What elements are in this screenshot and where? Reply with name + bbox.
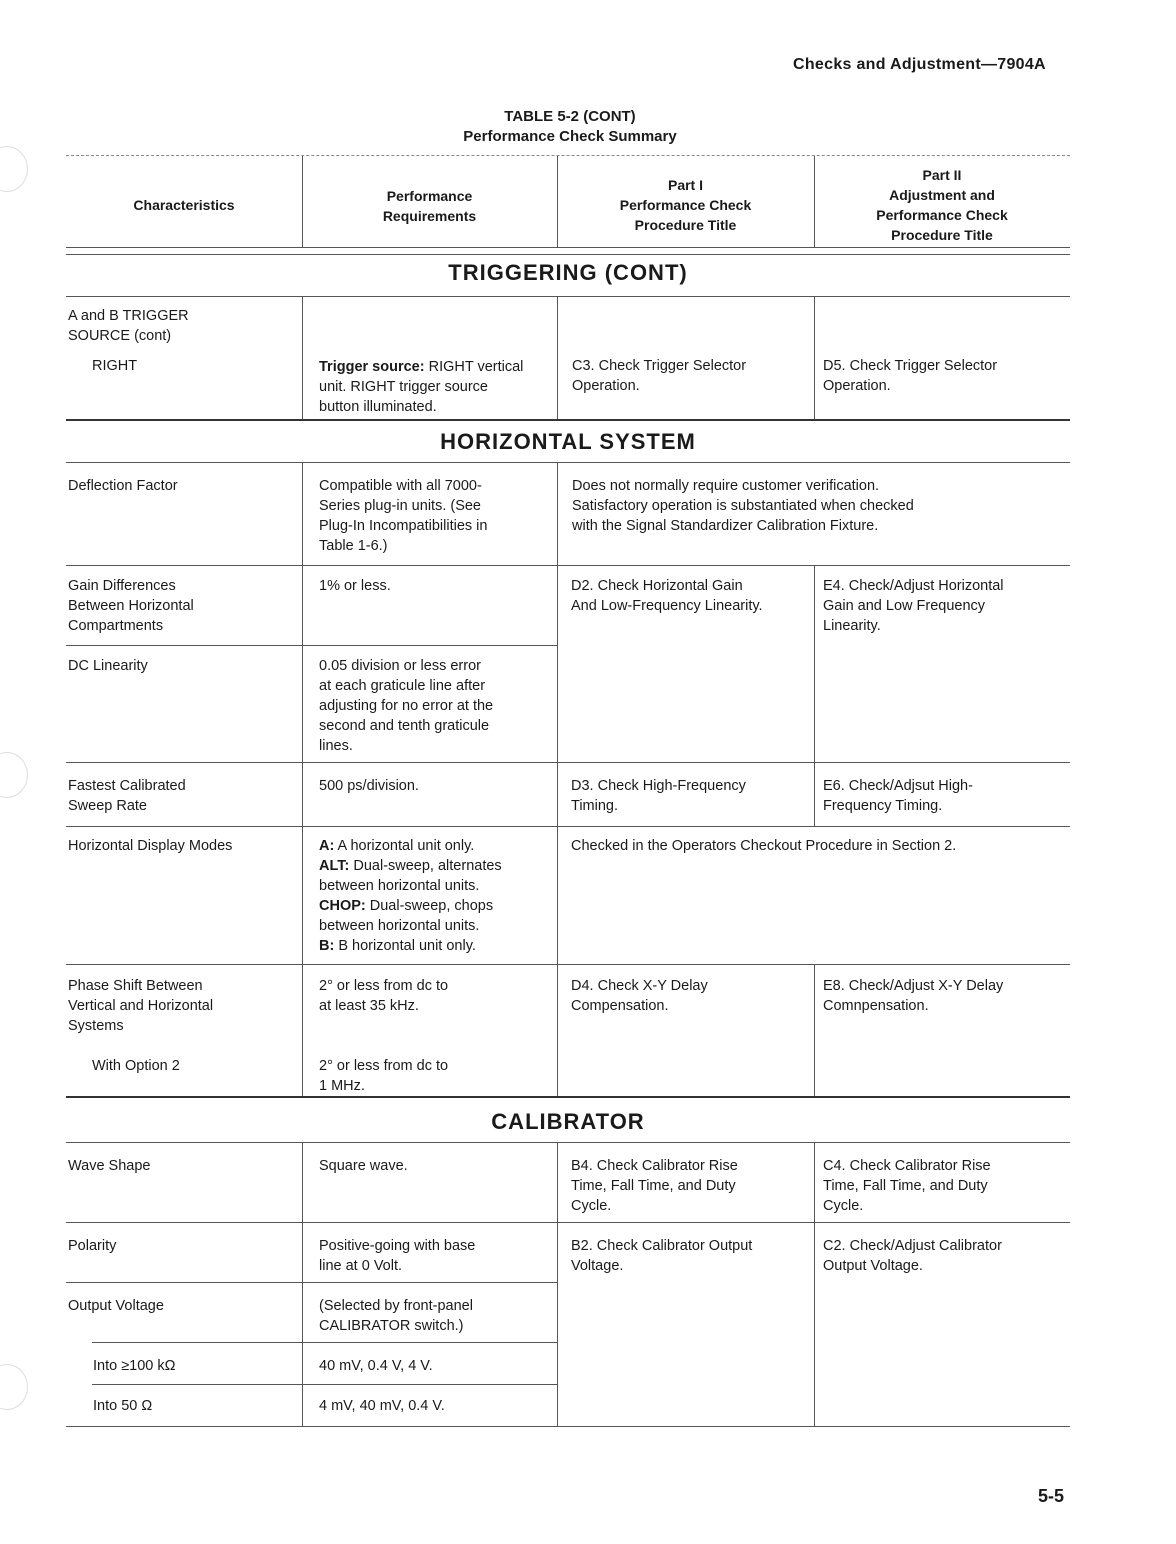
- modes-divider-2: [557, 827, 558, 964]
- triggering-bottom-rule: [66, 419, 1070, 421]
- triggering-divider-2: [557, 297, 558, 419]
- page-number: 5-5: [1038, 1486, 1065, 1506]
- trigger-right-requirement-label: Trigger source:: [319, 359, 425, 375]
- gain-divider-3: [814, 566, 815, 762]
- phase-divider-2: [557, 965, 558, 1096]
- mode-chop-label: CHOP:: [319, 898, 366, 914]
- sweep-part2: E6. Check/Adjsut High- Frequency Timing.: [823, 778, 973, 814]
- mode-b-text: B horizontal unit only.: [334, 938, 476, 954]
- sweep-bottom-rule: [66, 826, 1070, 827]
- triggering-divider-1: [302, 297, 303, 419]
- header-part-2: Part II Adjustment and Performance Check Procedure Title: [876, 167, 1008, 243]
- polarity-bottom-rule: [66, 1282, 557, 1283]
- deflection-note: Does not normally require customer verification. Satisfactory operation is substantiated when checked with the Signal Standardizer Calibration Fixture.: [572, 478, 914, 534]
- calibrator-divider-2: [557, 1143, 558, 1426]
- section-heading-horizontal: HORIZONTAL SYSTEM: [440, 429, 696, 454]
- sweep-characteristic: Fastest Calibrated Sweep Rate: [68, 778, 186, 814]
- table-caption: Performance Check Summary: [463, 128, 677, 145]
- wave-shape-part1: B4. Check Calibrator Rise Time, Fall Time, and Duty Cycle.: [571, 1158, 738, 1214]
- trigger-source-characteristic: A and B TRIGGER SOURCE (cont): [68, 308, 189, 344]
- header-characteristics: Characteristics: [133, 197, 235, 213]
- horizontal-bottom-rule: [66, 1096, 1070, 1098]
- option2-requirement: 2° or less from dc to 1 MHz.: [319, 1058, 449, 1094]
- mode-a-text: A horizontal unit only.: [334, 838, 475, 854]
- trigger-right-part2: D5. Check Trigger Selector Operation.: [823, 358, 998, 394]
- phase-requirement: 2° or less from dc to at least 35 kHz.: [319, 978, 449, 1014]
- output-voltage-requirement: (Selected by front-panel CALIBRATOR switch.): [319, 1298, 473, 1334]
- wave-bottom-rule: [66, 1222, 1070, 1223]
- triggering-top-rule: [66, 296, 1070, 297]
- trigger-right-requirement-text: RIGHT vertical unit. RIGHT trigger source button illuminated.: [319, 359, 524, 415]
- dc-linearity-characteristic: DC Linearity: [68, 658, 148, 674]
- gain-divider-1: [302, 566, 303, 762]
- phase-characteristic: Phase Shift Between Vertical and Horizontal Systems: [68, 978, 214, 1034]
- section-heading-calibrator: CALIBRATOR: [491, 1109, 645, 1134]
- dc-bottom-rule: [66, 762, 1070, 763]
- deflection-divider-2: [557, 463, 558, 565]
- trigger-right-part1: C3. Check Trigger Selector Operation.: [572, 358, 747, 394]
- into-100k-requirement: 40 mV, 0.4 V, 4 V.: [319, 1358, 433, 1374]
- output-voltage-bottom-rule: [92, 1342, 557, 1343]
- sweep-divider-3: [814, 763, 815, 826]
- header-bottom-rule-2: [66, 254, 1070, 255]
- sweep-requirement: 500 ps/division.: [319, 778, 419, 794]
- into-100k-characteristic: Into ≥100 kΩ: [93, 1358, 176, 1374]
- modes-bottom-rule: [66, 964, 1070, 965]
- into-100k-bottom-rule: [92, 1384, 557, 1385]
- sweep-part1: D3. Check High-Frequency Timing.: [571, 778, 746, 814]
- gain-part1: D2. Check Horizontal Gain And Low-Frequency Linearity.: [571, 578, 763, 614]
- dc-linearity-requirement: 0.05 division or less error at each graticule line after adjusting for no error at the second and tenth graticule lines.: [319, 658, 494, 754]
- section-heading-triggering: TRIGGERING (CONT): [448, 260, 688, 285]
- modes-requirement: [319, 836, 502, 956]
- header-top-rule: [66, 155, 1070, 156]
- gain-dc-separator: [66, 645, 557, 646]
- deflection-divider-1: [302, 463, 303, 565]
- table-bottom-rule: [66, 1426, 1070, 1427]
- phase-divider-3: [814, 965, 815, 1096]
- wave-shape-characteristic: Wave Shape: [68, 1158, 151, 1174]
- sweep-divider-1: [302, 763, 303, 826]
- wave-shape-part2: C4. Check Calibrator Rise Time, Fall Time, and Duty Cycle.: [823, 1158, 991, 1214]
- mode-b-label: B:: [319, 938, 335, 954]
- horizontal-top-rule: [66, 462, 1070, 463]
- header-bottom-rule: [66, 247, 1070, 248]
- wave-shape-requirement: Square wave.: [319, 1158, 408, 1174]
- modes-divider-1: [302, 827, 303, 964]
- polarity-requirement: Positive-going with base line at 0 Volt.: [319, 1238, 476, 1274]
- deflection-bottom-rule: [66, 565, 1070, 566]
- trigger-right-requirement: [319, 357, 523, 417]
- sweep-divider-2: [557, 763, 558, 826]
- phase-part1: D4. Check X-Y Delay Compensation.: [571, 978, 708, 1014]
- into-50-characteristic: Into 50 Ω: [93, 1398, 153, 1414]
- gain-characteristic: Gain Differences Between Horizontal Compartments: [68, 578, 194, 634]
- output-voltage-characteristic: Output Voltage: [68, 1298, 164, 1314]
- running-header: Checks and Adjustment—7904A: [793, 56, 1046, 73]
- mode-chop-text: Dual-sweep, chops between horizontal units.: [319, 898, 494, 934]
- polarity-part2: C2. Check/Adjust Calibrator Output Voltage.: [823, 1238, 1002, 1274]
- triggering-divider-3: [814, 297, 815, 419]
- polarity-part1: B2. Check Calibrator Output Voltage.: [571, 1238, 753, 1274]
- mode-alt-text: Dual-sweep, alternates between horizontal units.: [319, 858, 502, 894]
- table-number: TABLE 5-2 (CONT): [504, 108, 636, 125]
- gain-divider-2: [557, 566, 558, 762]
- mode-a-label: A:: [319, 838, 335, 854]
- header-performance-requirements: Performance Requirements: [382, 188, 477, 224]
- deflection-requirement: Compatible with all 7000- Series plug-in units. (See Plug-In Incompatibilities in Table 1-6.): [319, 478, 488, 554]
- calibrator-divider-3: [814, 1143, 815, 1426]
- binder-hole-top: [0, 146, 28, 192]
- mode-alt-label: ALT:: [319, 858, 350, 874]
- gain-part2: E4. Check/Adjust Horizontal Gain and Low Frequency Linearity.: [823, 578, 1004, 634]
- phase-divider-1: [302, 965, 303, 1096]
- binder-hole-middle: [0, 752, 28, 798]
- header-part-1: Part I Performance Check Procedure Title: [619, 177, 752, 233]
- trigger-right-characteristic: RIGHT: [92, 358, 138, 374]
- binder-hole-bottom: [0, 1364, 28, 1410]
- gain-requirement: 1% or less.: [319, 578, 391, 594]
- option2-characteristic: With Option 2: [92, 1058, 180, 1074]
- modes-note: Checked in the Operators Checkout Procedure in Section 2.: [571, 838, 957, 854]
- calibrator-top-rule: [66, 1142, 1070, 1143]
- phase-part2: E8. Check/Adjust X-Y Delay Comnpensation.: [823, 978, 1004, 1014]
- into-50-requirement: 4 mV, 40 mV, 0.4 V.: [319, 1398, 445, 1414]
- deflection-characteristic: Deflection Factor: [68, 478, 178, 494]
- polarity-characteristic: Polarity: [68, 1238, 117, 1254]
- table-title: [420, 107, 720, 147]
- modes-characteristic: Horizontal Display Modes: [68, 838, 233, 854]
